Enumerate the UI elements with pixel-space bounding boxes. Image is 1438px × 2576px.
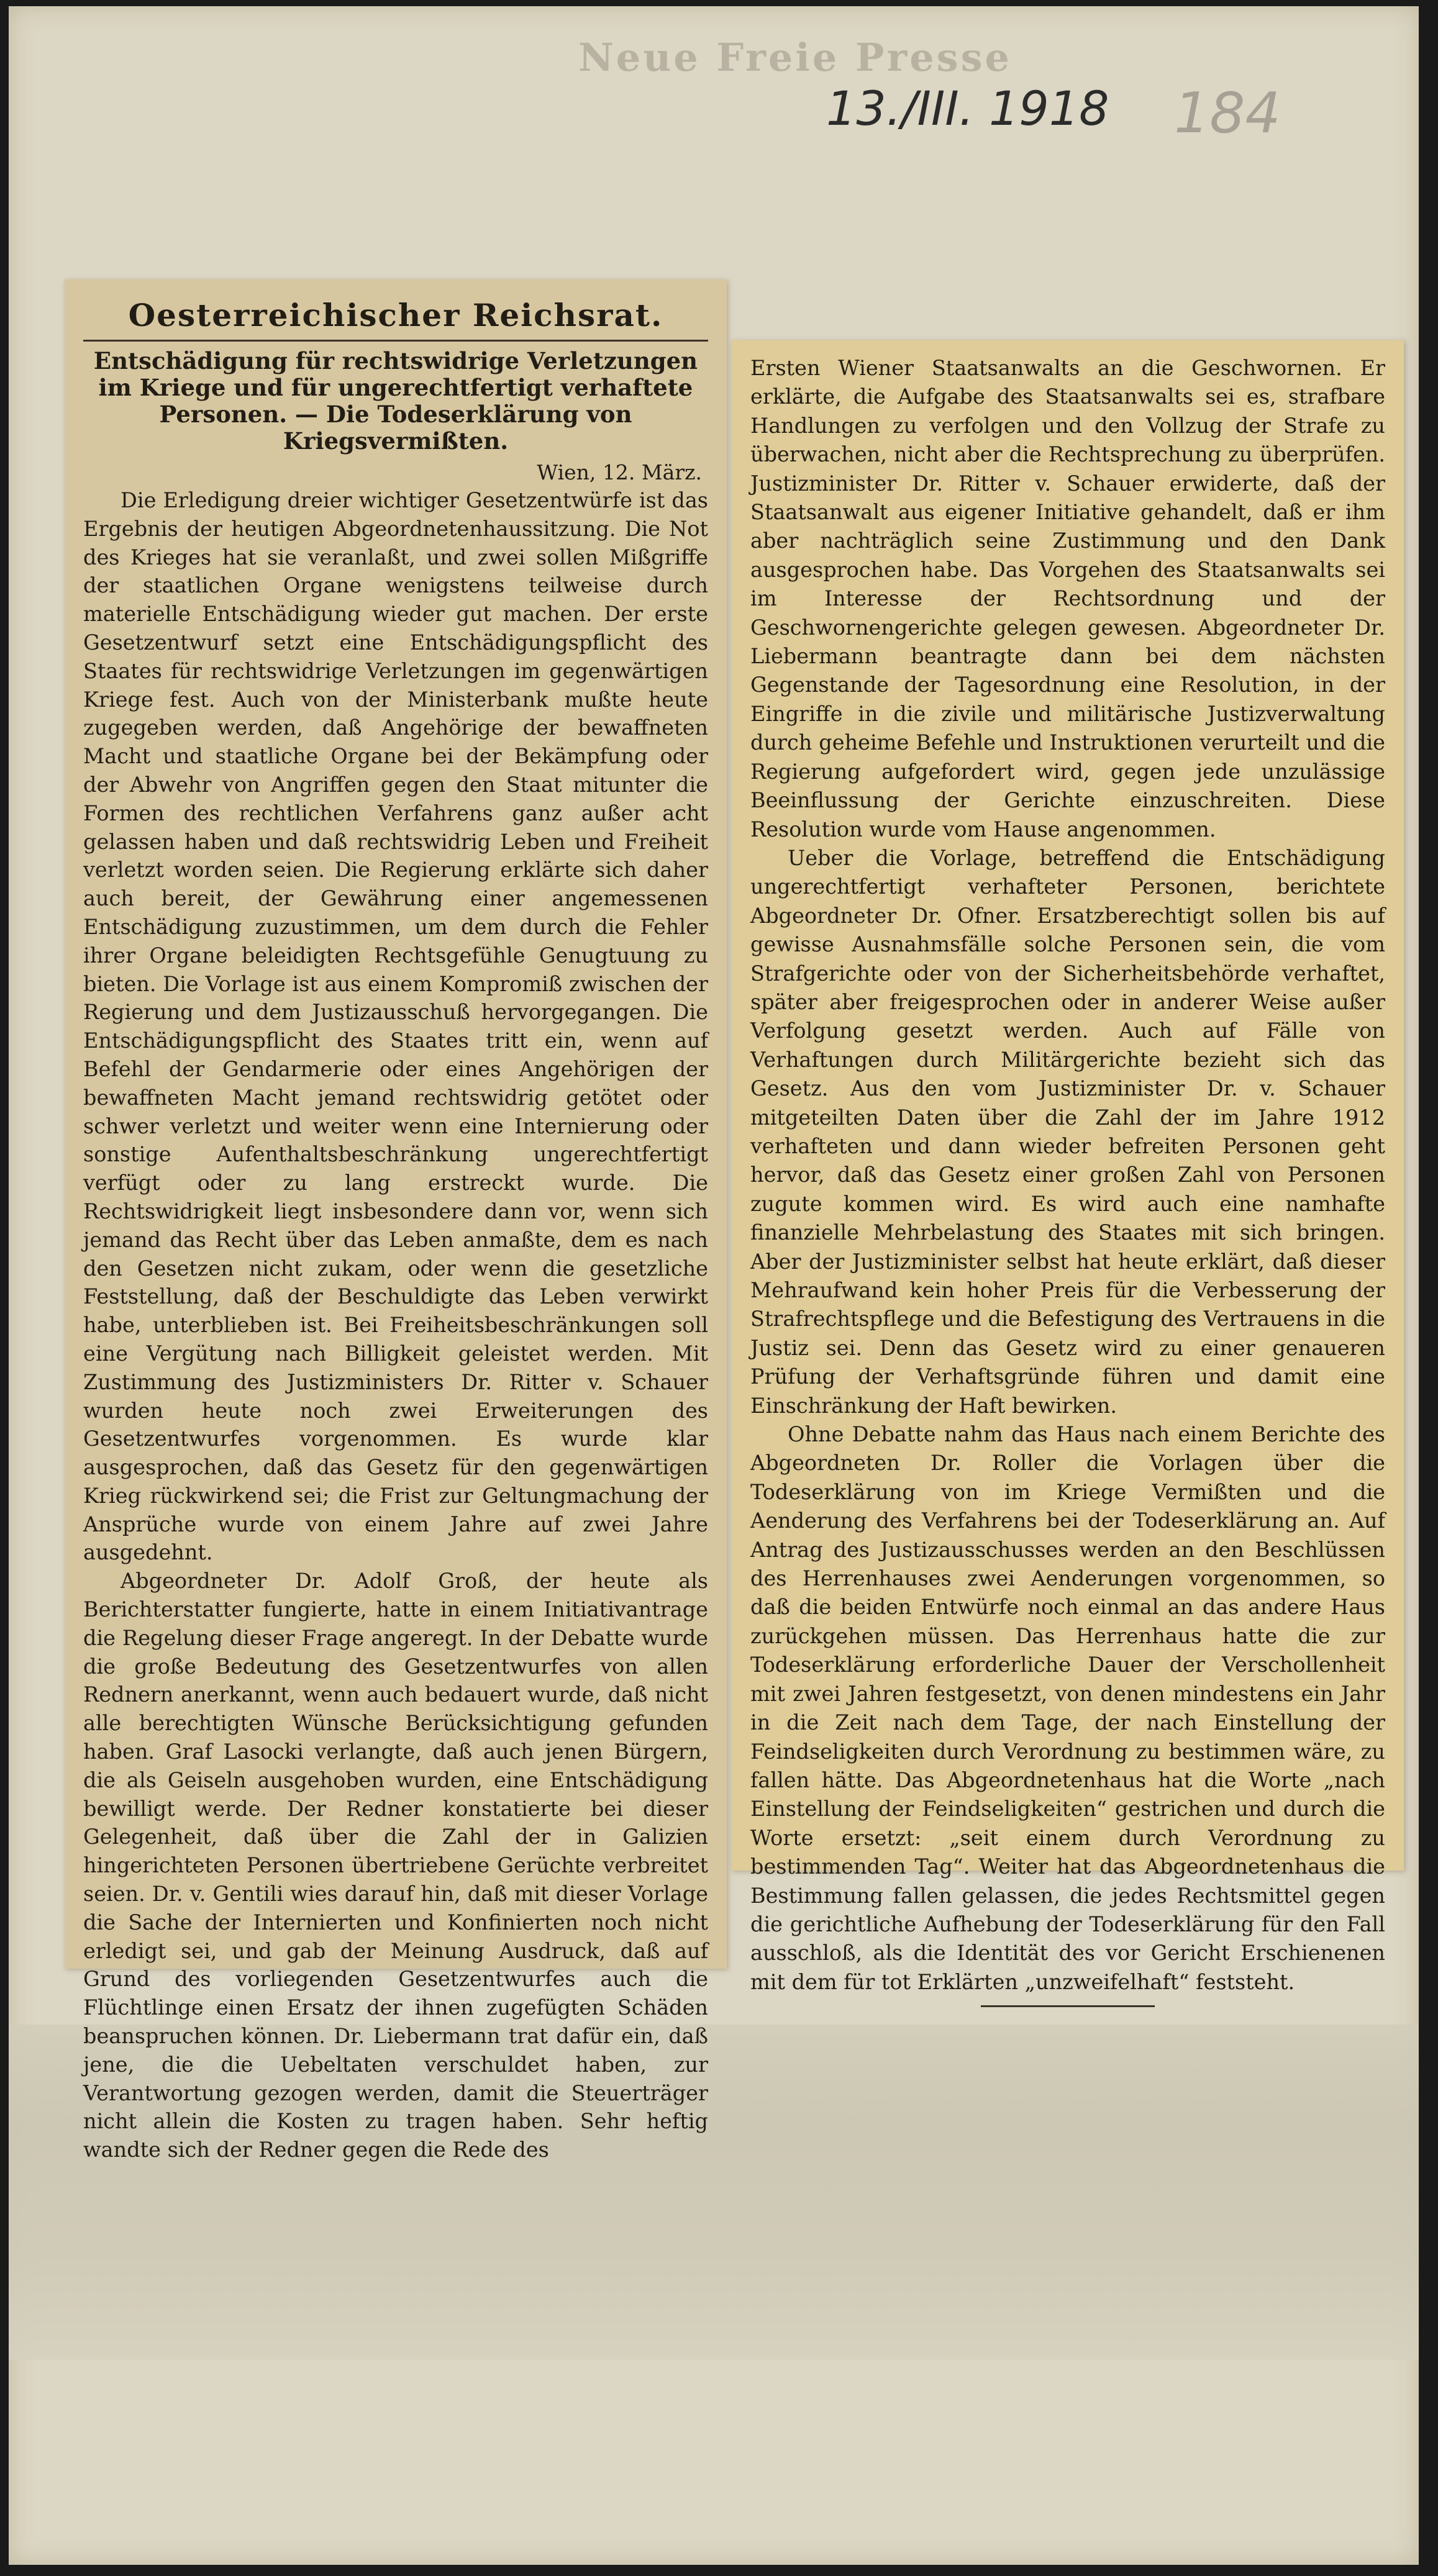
article-headline: Entschädigung für rechtswidrige Verletzungen im Kriege und für ungerechtfertigt verhaftete Personen. — Die Todeserklärung von Kriegsvermißten. [93, 347, 698, 455]
end-divider [981, 2005, 1155, 2007]
paragraph: Abgeordneter Dr. Adolf Groß, der heute als Berichterstatter fungierte, hatte in einem Initiativantrage die Regelung dieser Frage angeregt. In der Debatte wurde die große Bedeutung des Gesetzentwurfes von allen Rednern anerkannt, wenn auch bedauert wurde, daß nicht alle berechtigten Wünsche Berücksichtigung gefunden haben. Graf Lasocki verlangte, daß auch jenen Bürgern, die als Geiseln ausgehoben wurden, eine Entschädigung bewilligt werde. Der Redner konstatierte bei dieser Gelegenheit, daß über die Zahl der in Galizien hingerichteten Personen übertriebene Gerüchte verbreitet seien. Dr. v. Gentili wies darauf hin, daß mit dieser Vorlage die Sache der Internierten und Konfinierten noch nicht erledigt sei, und gab der Meinung Ausdruck, daß auf Grund des vorliegenden Gesetzentwurfes auch die Flüchtlinge einen Ersatz der ihnen zugefügten Schäden beanspruchen können. Dr. Liebermann trat dafür ein, daß jene, die die Uebeltaten verschuldet haben, zur Verantwortung gezogen werden, damit die Steuerträger nicht allein die Kosten zu tragen haben. Sehr heftig wandte sich der Redner gegen die Rede des [83, 1569, 708, 2162]
divider [83, 340, 708, 342]
paragraph: Ersten Wiener Staatsanwalts an die Geschwornen. Er erklärte, die Aufgabe des Staatsanwalts sei es, strafbare Handlungen zu verfolgen und den Vollzug der Strafe zu überwachen, nicht aber die Rechtsprechung zu überprüfen. Justizminister Dr. Ritter v. Schauer erwiderte, daß der Staatsanwalt aus eigener Initiative gehandelt, daß er ihm aber nachträglich seine Zustimmung und den Dank ausgesprochen habe. Das Vorgehen des Staatsanwalts sei im Interesse der Rechtsordnung und der Geschwornengerichte gelegen gewesen. Abgeordneter Dr. Liebermann beantragte dann bei dem nächsten Gegenstande der Tagesordnung eine Resolution, in der Eingriffe in die zivile und militärische Justizverwaltung durch geheime Befehle und Instruktionen verurteilt und die Regierung aufgefordert wird, gegen jede unzulässige Beeinflussung der Gerichte einzuschreiten. Diese Resolution wurde vom Hause angenommen. [750, 356, 1385, 841]
clipping-left-column [65, 279, 727, 2162]
handwritten-date: 13./III. 1918 [826, 81, 1109, 136]
article-body-left [83, 486, 708, 2164]
article-body-right [750, 354, 1385, 1997]
dateline: Wien, 12. März. [537, 460, 702, 484]
clipping-right-column [732, 340, 1404, 1994]
paragraph: Ueber die Vorlage, betreffend die Entschädigung ungerechtfertigt verhafteter Personen, berichtete Abgeordneter Dr. Ofner. Ersatzberechtigt sollen bis auf gewisse Ausnahmsfälle solche Personen sein, die vom Strafgerichte oder von der Sicherheitsbehörde verhaftet, später aber freigesprochen oder in anderer Weise außer Verfolgung gesetzt werden. Auch auf Fälle von Verhaftungen durch Militärgerichte bezieht sich das Gesetz. Aus den vom Justizminister Dr. v. Schauer mitgeteilten Daten über die Zahl der im Jahre 1912 verhafteten und dann wieder befreiten Personen geht hervor, daß das Gesetz einer großen Zahl von Personen zugute kommen wird. Es wird auch eine namhafte finanzielle Mehrbelastung des Staates mit sich bringen. Aber der Justizminister selbst hat heute erklärt, daß dieser Mehraufwand kein hoher Preis für die Verbesserung der Strafrechtspflege und die Befestigung des Vertrauens in die Justiz sei. Denn das Gesetz wird zu einer genaueren Prüfung der Verhaftsgründe führen und damit eine Einschränkung der Haft bewirken. [750, 845, 1385, 1418]
section-header: Oesterreichischer Reichsrat. [128, 297, 663, 333]
paragraph: Die Erledigung dreier wichtiger Gesetzentwürfe ist das Ergebnis der heutigen Abgeordnetenhaussitzung. Die Not des Krieges hat sie veranlaßt, und zwei sollen Mißgriffe der staatlichen Organe wenigstens teilweise durch materielle Entschädigung wieder gut machen. Der erste Gesetzentwurf setzt eine Entschädigungspflicht des Staates für rechtswidrige Verletzungen im gegenwärtigen Kriege fest. Auch von der Ministerbank mußte heute zugegeben werden, daß Angehörige der bewaffneten Macht und staatliche Organe bei der Bekämpfung oder der Abwehr von Angriffen gegen den Staat mitunter die Formen des rechtlichen Verfahrens ganz außer acht gelassen haben und daß rechtswidrig Leben und Freiheit verletzt worden seien. Die Regierung erklärte sich daher auch bereit, der Gewährung einer angemessenen Entschädigung zuzustimmen, um dem durch die Fehler ihrer Organe beleidigten Rechtsgefühle Genugtuung zu bieten. Die Vorlage ist aus einem Kompromiß zwischen der Regierung und dem Justizausschuß hervorgegangen. Die Entschädigungspflicht des Staates tritt ein, wenn auf Befehl der Gendarmerie oder eines Angehörigen der bewaffneten Macht jemand rechtswidrig getötet oder schwer verletzt und weiter wenn eine Internierung oder sonstige Aufenthaltsbeschränkung ungerechtfertigt verfügt oder zu lang erstreckt wurde. Die Rechtswidrigkeit liegt insbesondere dann vor, wenn sich jemand das Recht über das Leben anmaßte, dem es nach den Gesetzen nicht zukam, oder wenn die gesetzliche Feststellung, daß der Beschuldigte das Leben verwirkt habe, unterblieben ist. Bei Freiheitsbeschränkungen soll eine Vergütung nach Billigkeit geleistet werden. Mit Zustimmung des Justizministers Dr. Ritter v. Schauer wurden heute noch zwei Erweiterungen des Gesetzentwurfes vorgenommen. Es wurde klar ausgesprochen, daß das Gesetz für den gegenwärtigen Krieg rückwirkend sei; die Frist zur Geltungmachung der Ansprüche wurde von einem Jahre auf zwei Jahre ausgedehnt. [83, 488, 708, 1565]
archive-number: 184 [1174, 81, 1281, 146]
paragraph: Ohne Debatte nahm das Haus nach einem Berichte des Abgeordneten Dr. Roller die Vorlagen über die Todeserklärung von im Kriege Vermißten und die Aenderung des Verfahrens bei der Todeserklärung an. Auf Antrag des Justizausschusses werden an den Beschlüssen des Herrenhauses zwei Aenderungen vorgenommen, so daß die beiden Entwürfe noch einmal an das andere Haus zurückgehen müssen. Das Herrenhaus hatte die zur Todeserklärung erforderliche Dauer der Verschollenheit mit zwei Jahren festgesetzt, von denen mindestens ein Jahr in die Zeit nach dem Tage, der nach Einstellung der Feindseligkeiten durch Verordnung zu bestimmen wäre, zu fallen hätte. Das Abgeordnetenhaus hat die Worte „nach Einstellung der Feindseligkeiten“ gestrichen und durch die Worte ersetzt: „seit einem durch Verordnung zu bestimmenden Tag“. Weiter hat das Abgeordnetenhaus die Bestimmung fallen gelassen, die jedes Rechtsmittel gegen die gerichtliche Aufhebung der Todeserklärung für den Fall ausschloß, als die Identität des vor Gericht Erschienenen mit dem für tot Erklärten „unzweifelhaft“ feststeht. [750, 1422, 1385, 1994]
newspaper-name-stamp: Neue Freie Presse [578, 35, 1012, 80]
